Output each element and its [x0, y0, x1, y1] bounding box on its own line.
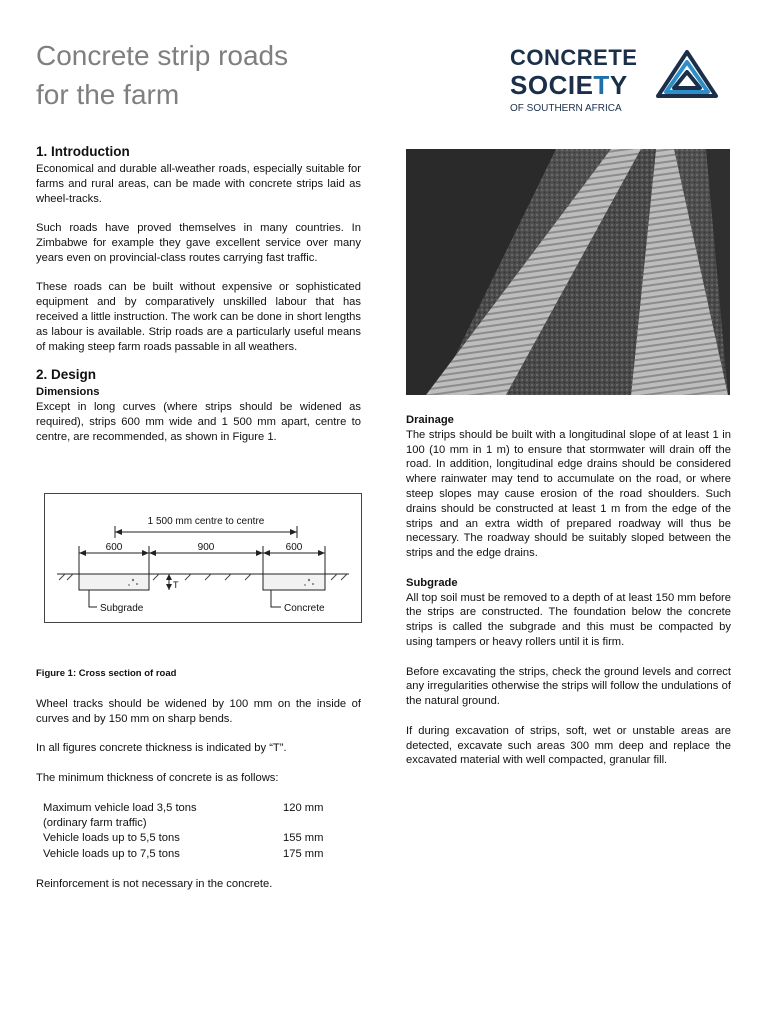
subgrade-paragraph-2: Before excavating the strips, check the ground levels and correct any irregularities otherwise the strips will follow the undulations of the natural ground. [406, 665, 731, 708]
strip-road-photo [406, 149, 730, 395]
concrete-society-logo [508, 44, 728, 116]
design-heading: 2. Design [36, 367, 97, 383]
logo-triangle-icon [654, 48, 720, 100]
table-row: Maximum vehicle load 3,5 tons 120 mm [43, 801, 324, 814]
title-line-1: Concrete strip roads [36, 40, 289, 71]
dimension-middle-label: 900 [197, 542, 215, 553]
thickness-t-label: T [173, 580, 179, 590]
widening-paragraph: Wheel tracks should be widened by 100 mm on the inside of curves and by 150 mm on sharp bends. [36, 698, 361, 725]
intro-paragraph-3: These roads can be built without expensive or sophisticated equipment and by comparatively unskilled labour that has received a little instruction. The work can be done in short lengths as labour is available. Strip roads are a particularly useful means of making steep farm roads passable in all weathers. [36, 281, 361, 353]
table-row: Vehicle loads up to 5,5 tons 155 mm [43, 832, 324, 845]
intro-paragraph-2: Such roads have proved themselves in many countries. In Zimbabwe for example they gave excellent service over many years even on provincial-class routes carrying fast traffic. [36, 222, 361, 264]
subgrade-paragraph-3: If during excavation of strips, soft, wet or unstable areas are detected, excavate such areas 300 mm deep and replace the excavated material with well compacted, granular fill. [406, 724, 731, 767]
right-column [406, 413, 731, 768]
table-row: Vehicle loads up to 7,5 tons 175 mm [43, 847, 324, 860]
left-column-lower [36, 697, 361, 892]
cross-section-figure [44, 493, 362, 623]
introduction-heading: 1. Introduction [36, 144, 130, 159]
figure-caption: Figure 1: Cross section of road [36, 668, 177, 679]
thickness-note-paragraph: In all figures concrete thickness is indicated by “T”. [36, 742, 287, 755]
min-thickness-paragraph: The minimum thickness of concrete is as follows: [36, 771, 279, 784]
intro-paragraph-1: Economical and durable all-weather roads, especially suitable for farms and rural areas, can be made with concrete strips laid as wheel-tracks. [36, 163, 361, 205]
logo-text-concrete: CONCRETE [510, 45, 638, 70]
subgrade-paragraph-1: All top soil must be removed to a depth of at least 150 mm before the strips are constructed. The foundation below the concrete strips is called the subgrade and this must be compacted by using tampers or heavy rollers until it is firm. [406, 591, 731, 648]
table-row: (ordinary farm traffic) [43, 816, 147, 829]
drainage-subheading: Drainage [406, 414, 454, 426]
dimension-total-label: 1 500 mm centre to centre [147, 516, 265, 527]
left-column [36, 143, 361, 445]
thickness-table [43, 801, 343, 863]
logo-society-t: T [593, 70, 610, 100]
dimension-left-label: 600 [105, 542, 123, 553]
design-paragraph-1: Except in long curves (where strips should be widened as required), strips 600 mm wide and 1 500 mm apart, centre to centre, are recommended, as shown in Figure 1. [36, 401, 361, 443]
subgrade-subheading: Subgrade [406, 576, 458, 589]
dimension-right-label: 600 [285, 542, 303, 553]
title-line-2: for the farm [36, 79, 180, 110]
logo-text-southern-africa: OF SOUTHERN AFRICA [510, 103, 622, 114]
dimensions-subheading: Dimensions [36, 386, 100, 399]
reinforcement-paragraph: Reinforcement is not necessary in the concrete. [36, 878, 273, 890]
logo-text-society [510, 71, 628, 99]
concrete-label: Concrete [284, 603, 325, 614]
drainage-paragraph: The strips should be built with a longitudinal slope of at least 1 in 100 (10 mm in 1 m) to ensure that stormwater will drain off the road. In addition, longitudinal edge drains should be considered where rainwater may tend to accumulate on the road, or where steep slopes may cause erosion of the road shoulders. Such drains should be constructed at least 1 m from the edge of the strips and an extra width of prepared roadway will thus be necessary. The roadway should be suitably sloped between the strips and the edge drains. [406, 428, 731, 560]
logo-society-c: Y [609, 70, 628, 100]
page-title [36, 36, 396, 114]
logo-society-a: SOCIE [510, 70, 594, 100]
subgrade-label: Subgrade [100, 603, 144, 614]
